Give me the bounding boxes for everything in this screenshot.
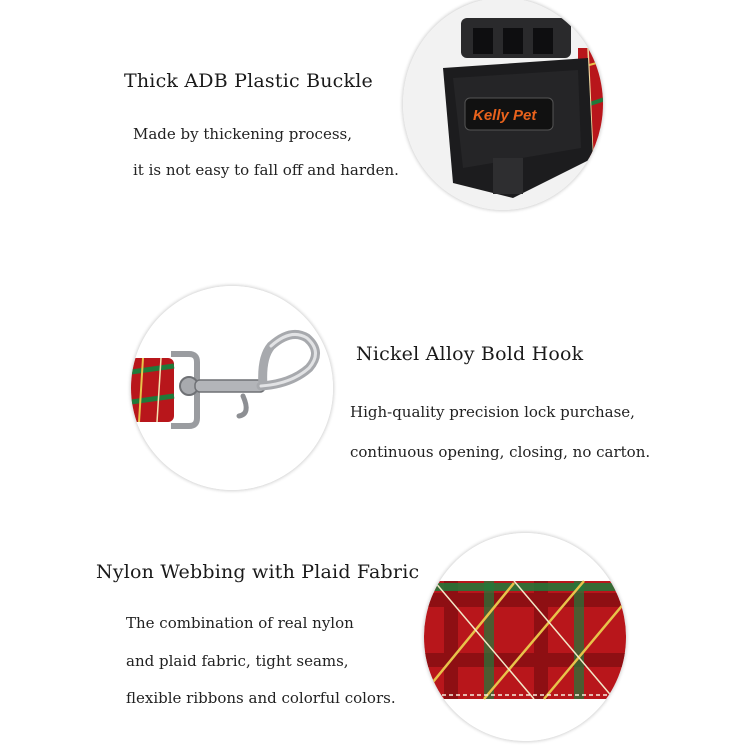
brand-logo: Kelly Pet: [473, 107, 537, 124]
buckle-photo: [403, 0, 603, 210]
feature-description-line: High-quality precision lock purchase,: [350, 403, 635, 421]
feature-description-line: continuous opening, closing, no carton.: [350, 443, 651, 461]
hook-photo: [131, 286, 333, 490]
fabric-photo: [424, 533, 626, 741]
plaid-band: [424, 581, 626, 699]
feature-description-line: Made by thickening process,: [133, 125, 352, 143]
feature-description-line: flexible ribbons and colorful colors.: [126, 689, 396, 707]
fabric-image: [424, 533, 626, 741]
feature-title: Nickel Alloy Bold Hook: [356, 343, 584, 365]
feature-description-line: and plaid fabric, tight seams,: [126, 652, 349, 670]
feature-title: Nylon Webbing with Plaid Fabric: [96, 561, 420, 583]
feature-description-line: The combination of real nylon: [126, 614, 354, 632]
feature-title: Thick ADB Plastic Buckle: [124, 70, 373, 92]
hook-shaft: [195, 380, 265, 392]
feature-description-line: it is not easy to fall off and harden.: [133, 161, 399, 179]
hook-image: [131, 286, 333, 490]
buckle-image: [403, 0, 603, 210]
